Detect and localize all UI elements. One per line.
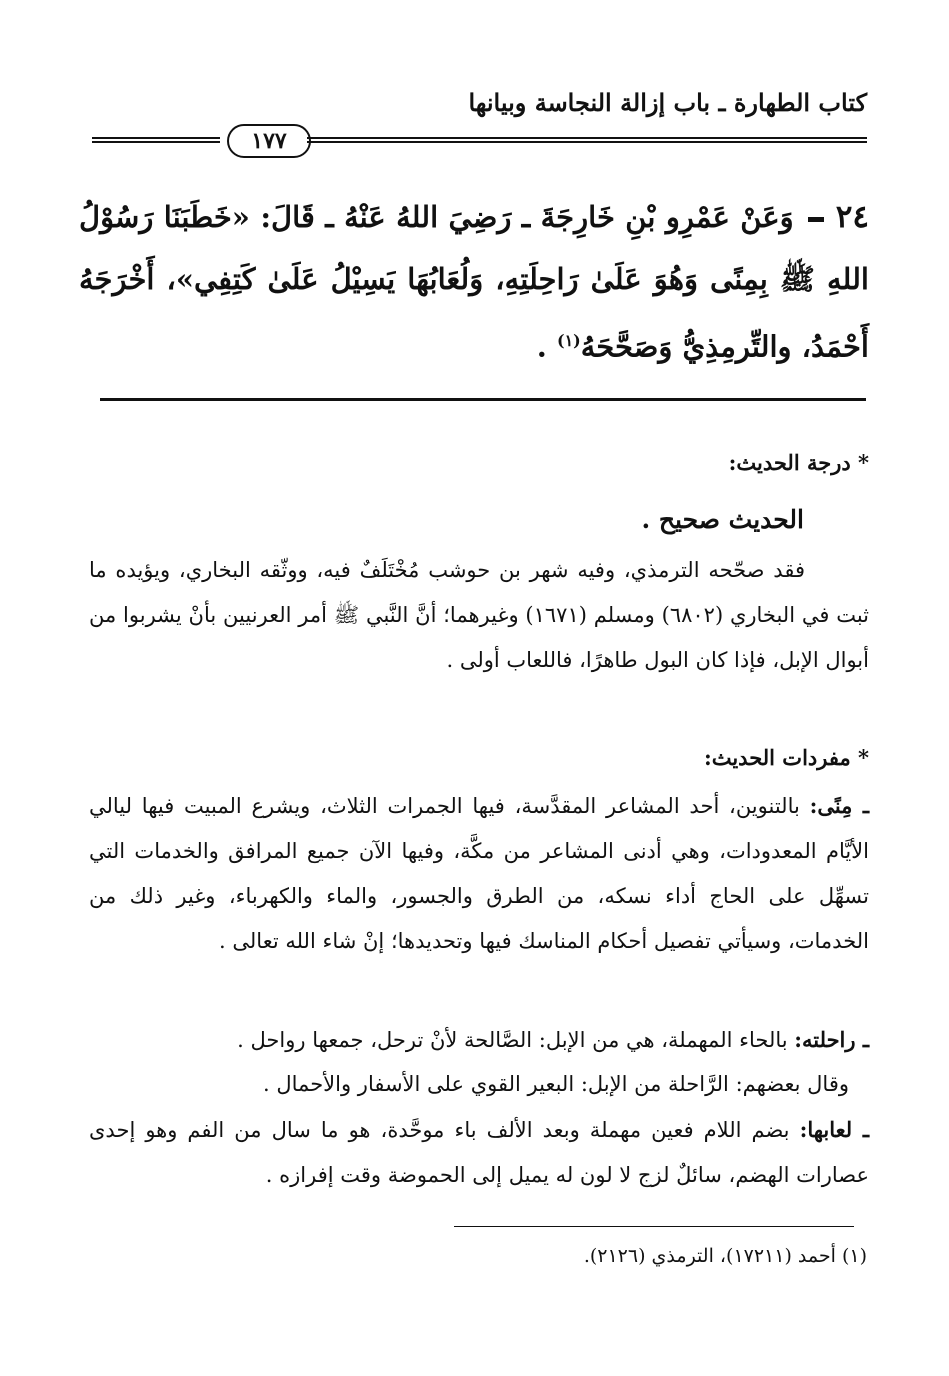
running-title: كتاب الطهارة ـ باب إزالة النجاسة وبيانها — [468, 88, 867, 117]
vocab-term: ـ مِنًى: — [809, 793, 869, 818]
grade-heading: * درجة الحديث: — [728, 450, 869, 475]
page-number: ١٧٧ — [227, 124, 311, 158]
vocab-entry-rahilah — [89, 1017, 869, 1063]
grade-verdict: الحديث صحيح . — [641, 505, 804, 534]
vocab-term: ـ راحلته: — [794, 1027, 869, 1052]
vocab-definition: بالحاء المهملة، هي من الإبل: الصَّالحة لأنْ ترحل، جمعها رواحل . — [237, 1028, 795, 1052]
vocab-entry-mina — [89, 783, 869, 964]
vocab-definition: بالتنوين، أحد المشاعر المقدَّسة، فيها الجمرات الثلاث، ويشرع المبيت فيها ليالي الأيَّام المعدودات، وهي أدنى المشاعر من مكَّة، وفيها الآن جميع المرافق والخدمات التي تسهِّل على الحاج أداء نسكه، من الطرق والجسور، والماء والكهرباء، وغير ذلك من الخدمات، وسيأتي تفصيل أحكام المناسك فيها وتحديدها؛ إنْ شاء الله تعالى . — [89, 794, 869, 953]
hadith-number-dash — [808, 217, 824, 222]
vocab-entry-rahilah-note — [89, 1062, 849, 1107]
header-rule — [307, 137, 867, 143]
footnote: (١) أحمد (١٧٢١١)، الترمذي (٢١٢٦). — [583, 1245, 867, 1267]
vocab-definition: بضم اللام فعين مهملة وبعد الألف باء موحَّدة، هو ما سال من الفم وهو إحدى عصارات الهضم، سائلٌ لزج لا لون له يميل إلى الحموضة وقت إفرازه . — [89, 1118, 869, 1187]
footnote-reference: (١) — [557, 331, 581, 350]
hadith-end: . — [536, 329, 557, 364]
section-divider — [100, 398, 866, 401]
vocab-definition: وقال بعضهم: الرَّاحلة من الإبل: البعير القوي على الأسفار والأحمال . — [263, 1072, 849, 1096]
vocab-entry-luab — [89, 1107, 869, 1198]
hadith-number: ٢٤ — [835, 199, 869, 235]
vocabulary-heading: * مفردات الحديث: — [703, 745, 869, 770]
grade-paragraph: فقد صحّحه الترمذي، وفيه شهر بن حوشب مُخْتَلَفٌ فيه، ووثّقه البخاري، ويؤيده ما ثبت في البخاري (٦٨٠٢) ومسلم (١٦٧١) وغيرهما؛ أنَّ النَّبي ﷺ أمر العرنيين بأنْ يشربوا من أبوال الإبل، فإذا كان البول طاهرًا، فاللعاب أولى . — [89, 558, 870, 672]
hadith-text — [79, 186, 869, 378]
header-rule — [92, 137, 220, 143]
footnote-rule — [454, 1226, 854, 1227]
vocab-term: ـ لعابها: — [799, 1117, 869, 1142]
hadith-body: وَعَنْ عَمْرِو بْنِ خَارِجَةَ ـ رَضِيَ اللهُ عَنْهُ ـ قَالَ: «خَطَبَنَا رَسُوْلُ اللهِ ﷺ بِمِنًى وَهُوَ عَلَىٰ رَاحِلَتِهِ، وَلُعَابُهَا يَسِيْلُ عَلَىٰ كَتِفِي»، أَخْرَجَهُ أَحْمَدُ، والتِّرمِذِيُّ وَصَحَّحَهُ — [79, 200, 869, 364]
